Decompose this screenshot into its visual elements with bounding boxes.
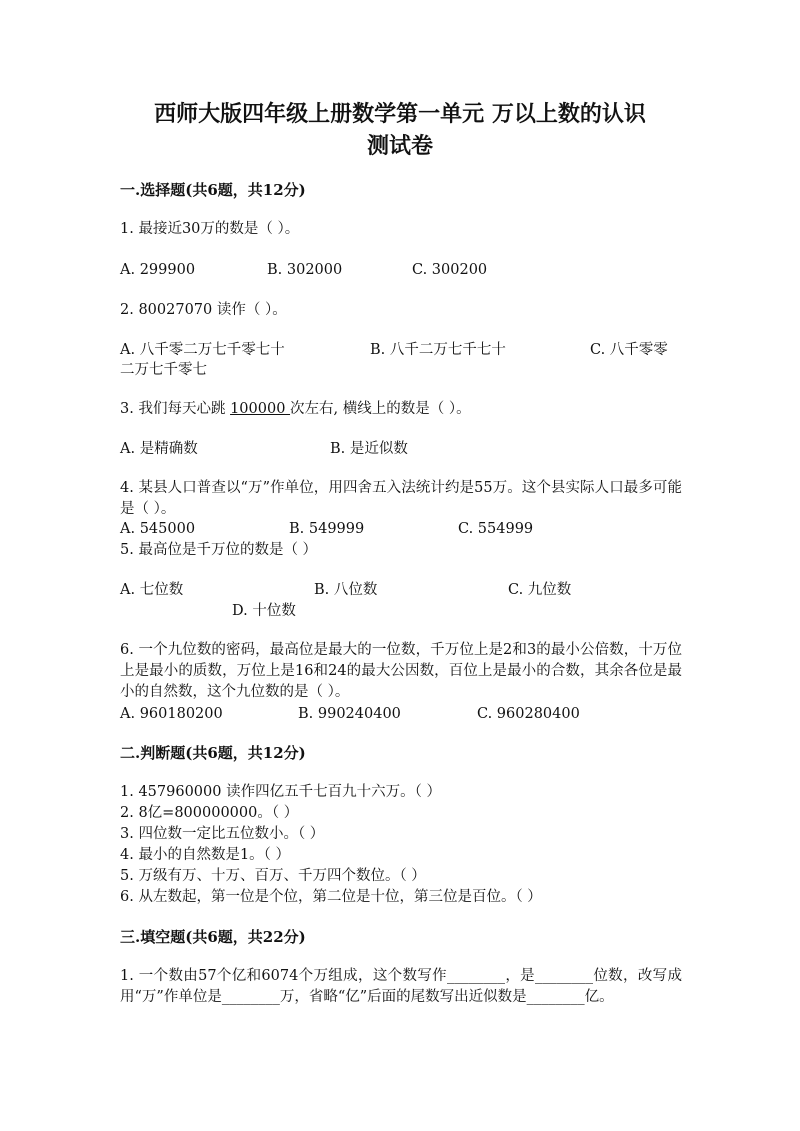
- judge-item: 1. 457960000 读作四亿五千七百九十六万。（ ）: [120, 784, 441, 800]
- q5-option-d: D. 十位数: [232, 603, 296, 619]
- question-4-text: 4. 某县人口普查以“万”作单位，用四舍五入法统计约是55万。这个县实际人口最多可能是（ ）。: [120, 480, 682, 517]
- q2-option-b: B. 八千二万七千七十: [370, 342, 506, 358]
- fill-question-1-text: 1. 一个数由57个亿和6074个万组成，这个数写作________，是________位数，改写成用“万”作单位是________万，省略“亿”后面的尾数写出近似数是________亿。: [120, 968, 682, 1005]
- q2-option-c: C. 八千零零: [590, 342, 668, 358]
- judge-item: 4. 最小的自然数是1。（ ）: [120, 847, 291, 863]
- judge-item: 2. 8亿=800000000。（ ）: [120, 805, 299, 821]
- q6-option-c: C. 960280400: [477, 706, 580, 722]
- q1-option-c: C. 300200: [412, 262, 488, 278]
- question-3-text: [120, 399, 471, 419]
- judge-item: 6. 从左数起，第一位是个位，第二位是十位，第三位是百位。（ ）: [120, 889, 542, 905]
- q2-option-a: A. 八千零二万七千零七十: [120, 342, 285, 358]
- q6-option-b: B. 990240400: [298, 706, 401, 722]
- q3-option-a: A. 是精确数: [120, 441, 198, 457]
- section-heading-choice: 一.选择题(共6题，共12分): [120, 181, 306, 199]
- question-5-text: 5. 最高位是千万位的数是（ ）: [120, 542, 318, 558]
- q5-option-a: A. 七位数: [120, 582, 184, 598]
- question-2-text: 2. 80027070 读作（ ）。: [120, 302, 287, 318]
- page-title-line2: 测试卷: [366, 133, 433, 159]
- q6-option-a: A. 960180200: [120, 706, 223, 722]
- q2-option-c-continued: 二万七千零七: [120, 362, 207, 378]
- question-1-text: 1. 最接近30万的数是（ ）。: [120, 221, 300, 237]
- q5-option-b: B. 八位数: [314, 582, 378, 598]
- q3-text-pre: 3. 我们每天心跳: [120, 401, 231, 417]
- q3-option-b: B. 是近似数: [330, 441, 408, 457]
- q4-option-c: C. 554999: [458, 521, 534, 537]
- section-heading-judge: 二.判断题(共6题，共12分): [120, 744, 306, 762]
- q4-option-b: B. 549999: [289, 521, 365, 537]
- q3-underlined-number: 100000: [230, 401, 291, 417]
- q1-option-b: B. 302000: [267, 262, 343, 278]
- judge-item: 5. 万级有万、十万、百万、千万四个数位。（ ）: [120, 868, 426, 884]
- q5-option-c: C. 九位数: [508, 582, 572, 598]
- q3-text-post: 次左右, 横线上的数是（ ）。: [290, 401, 471, 417]
- question-6-text: 6. 一个九位数的密码，最高位是最大的一位数，千万位上是2和3的最小公倍数，十万位上是最小的质数，万位上是16和24的最大公因数，百位上是最小的合数，其余各位是最小的自然数，这个九位数的是（ ）。: [120, 642, 682, 700]
- page-title: 西师大版四年级上册数学第一单元 万以上数的认识: [154, 101, 646, 127]
- judge-item: 3. 四位数一定比五位数小。（ ）: [120, 826, 325, 842]
- q4-option-a: A. 545000: [120, 521, 196, 537]
- q1-option-a: A. 299900: [120, 262, 196, 278]
- section-heading-fill: 三.填空题(共6题，共22分): [120, 928, 306, 946]
